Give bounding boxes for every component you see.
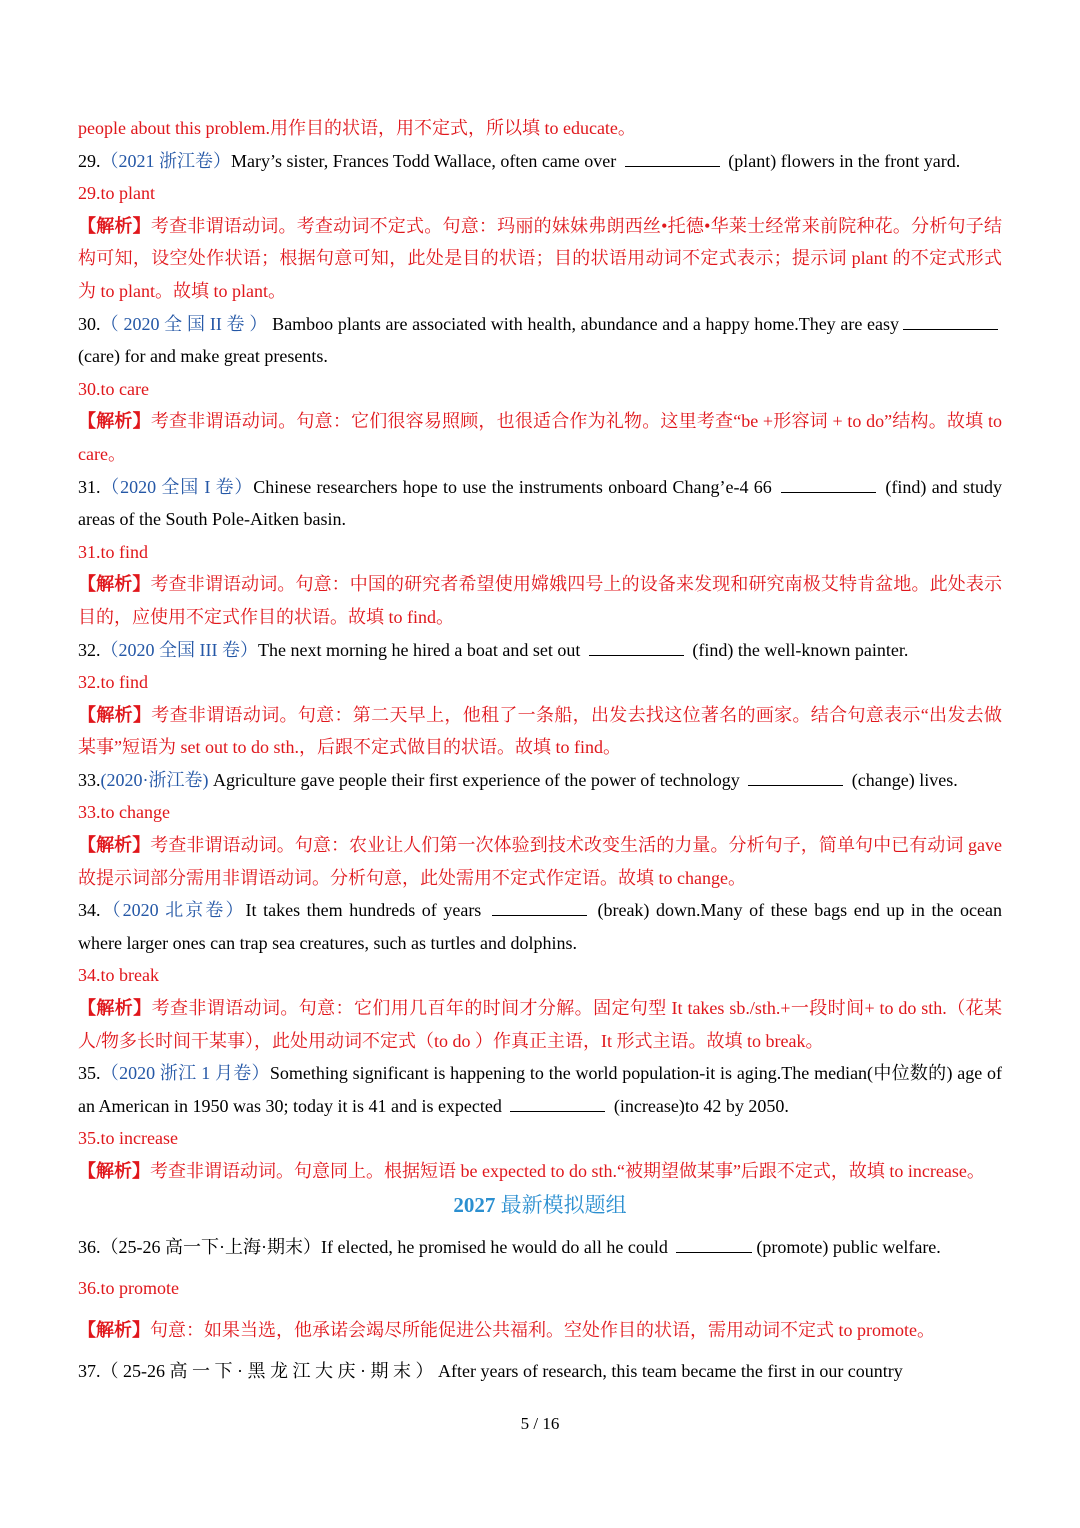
spacer <box>78 1222 1002 1231</box>
explanation-31 <box>78 568 1002 633</box>
answer-30: 30.to care <box>78 378 149 399</box>
explanation-text: 考查非谓语动词。句意：中国的研究者希望使用嫦娥四号上的设备来发现和研究南极艾特肯盆地。此处表示目的，应使用不定式作目的状语。故填 to find。 <box>78 574 1002 627</box>
question-number: 30. <box>78 313 101 334</box>
question-text: (find) and study areas of the South Pole-Aitken basin. <box>78 476 1002 530</box>
question-source: （2020 全国 I 卷） <box>100 476 254 497</box>
question-text: (break) down.Many of these bags end up in the ocean where larger ones can trap sea creatures, such as turtles and dolphins. <box>78 900 1002 953</box>
question-text: (find) the well-known painter. <box>687 639 909 660</box>
explanation-33 <box>78 829 1002 894</box>
page-content <box>78 112 1002 1388</box>
answer-blank <box>625 165 720 167</box>
explanation-tag: 【解析】 <box>78 411 151 432</box>
explanation-text: 考查非谓语动词。句意：第二天早上，他租了一条船，出发去找这位著名的画家。结合句意表示“出发去做某事”短语为 set out to do sth.，后跟不定式做目的状语。故填 to find。 <box>78 704 1002 758</box>
question-source: (2020·浙江卷) <box>100 769 209 790</box>
question-text: Agriculture gave people their first experience of the power of technology <box>208 769 745 790</box>
question-35 <box>78 1057 1002 1122</box>
answer-blank <box>781 491 876 493</box>
question-number: 31. <box>78 476 101 497</box>
question-number: 37. <box>78 1361 101 1382</box>
question-text: It takes them hundreds of years <box>245 900 488 921</box>
question-number: 36. <box>78 1236 101 1257</box>
question-text: Mary’s sister, Frances Todd Wallace, often came over <box>231 150 621 171</box>
explanation-tag: 【解析】 <box>78 1161 150 1181</box>
question-number: 34. <box>78 900 101 921</box>
spacer <box>78 1263 1002 1272</box>
explanation-tag: 【解析】 <box>78 1319 150 1340</box>
question-33 <box>78 764 1002 797</box>
answer-blank <box>748 784 843 786</box>
question-text: (change) lives. <box>847 769 958 790</box>
question-number: 35. <box>78 1063 101 1084</box>
question-source: （25-26 高一下·上海·期末） <box>100 1236 321 1257</box>
explanation-tag: 【解析】 <box>78 835 151 856</box>
question-source: （2020 北京卷） <box>100 900 246 921</box>
explanation-text: 考查非谓语动词。考查动词不定式。句意：玛丽的妹妹弗朗西丝•托德•华莱士经常来前院种花。分析句子结构可知，设空处作状语；根据句意可知，此处是目的状语；目的状语用动词不定式表示；提示词 plant 的不定式形式为 to plant。故填 to plant。 <box>78 215 1003 301</box>
question-30 <box>78 308 1002 373</box>
question-number: 33. <box>78 769 101 790</box>
explanation-text: 考查非谓语动词。句意：它们很容易照顾，也很适合作为礼物。这里考查“be +形容词 + to do”结构。故填 to care。 <box>78 411 1002 464</box>
section-year: 2027 <box>453 1192 496 1217</box>
question-source: （2020 浙江 1 月卷） <box>100 1063 270 1084</box>
explanation-tag: 【解析】 <box>78 704 152 725</box>
question-number: 32. <box>78 639 101 660</box>
question-text: After years of research, this team became the first in our country <box>433 1361 903 1382</box>
answer-29: 29.to plant <box>78 183 155 204</box>
question-31 <box>78 471 1002 536</box>
question-source: （2021 浙江卷） <box>100 150 231 171</box>
explanation-tag: 【解析】 <box>78 574 151 595</box>
question-source: （ 2020 全 国 II 卷 ） <box>100 313 268 334</box>
explanation-36 <box>78 1314 1002 1347</box>
explanation-text: 考查非谓语动词。句意：它们用几百年的时间才分解。固定句型 It takes sb./sth.+一段时间+ to do sth.（花某人/物多长时间干某事），此处用动词不定式（to do ）作真正主语，It 形式主语。故填 to break。 <box>78 998 1002 1051</box>
explanation-35 <box>78 1155 1002 1188</box>
question-32 <box>78 634 1002 667</box>
explanation-30 <box>78 405 1002 470</box>
explanation-text: 句意：如果当选，他承诺会竭尽所能促进公共福利。空处作目的状语，需用动词不定式 to promote。 <box>150 1319 935 1340</box>
continuation-line: people about this problem.用作目的状语，用不定式，所以填 to educate。 <box>78 118 636 138</box>
answer-blank <box>903 328 998 330</box>
question-29 <box>78 145 1002 178</box>
section-heading <box>78 1188 1002 1222</box>
explanation-32 <box>78 699 1002 764</box>
question-number: 29. <box>78 150 101 171</box>
spacer <box>78 1305 1002 1314</box>
question-source: （ 25-26 高 一 下 · 黑 龙 江 大 庆 · 期 末 ） <box>100 1361 434 1382</box>
question-36 <box>78 1231 1002 1264</box>
answer-31: 31.to find <box>78 541 148 562</box>
answer-32: 32.to find <box>78 672 148 693</box>
answer-blank <box>676 1251 752 1253</box>
spacer <box>78 1346 1002 1355</box>
answer-33: 33.to change <box>78 802 170 823</box>
question-source: （2020 全国 III 卷） <box>100 639 258 660</box>
explanation-text: 考查非谓语动词。句意：农业让人们第一次体验到技术改变生活的力量。分析句子，简单句中已有动词 gave 故提示词部分需用非谓语动词。分析句意，此处需用不定式作定语。故填 to change。 <box>78 835 1002 888</box>
answer-36: 36.to promote <box>78 1278 179 1299</box>
explanation-tag: 【解析】 <box>78 998 152 1019</box>
section-title-text: 最新模拟题组 <box>495 1192 627 1217</box>
explanation-tag: 【解析】 <box>78 215 151 236</box>
answer-blank <box>589 654 684 656</box>
question-text: (care) for and make great presents. <box>78 346 328 367</box>
question-text: (promote) public welfare. <box>756 1236 941 1257</box>
question-34 <box>78 894 1002 959</box>
answer-34: 34.to break <box>78 965 159 986</box>
question-text: Bamboo plants are associated with health, abundance and a happy home.They are easy <box>267 313 899 334</box>
question-37 <box>78 1355 1002 1388</box>
explanation-29 <box>78 210 1002 308</box>
question-text: The next morning he hired a boat and set out <box>257 639 585 660</box>
answer-blank <box>492 914 587 916</box>
question-text: Something significant is happening to the world population-it is aging.The median(中位数的) age of an American in 1950 was 30; today it is 41 and is expected <box>78 1063 1002 1116</box>
answer-35: 35.to increase <box>78 1128 178 1149</box>
answer-blank <box>510 1110 605 1112</box>
page-number: 5 / 16 <box>520 1414 560 1433</box>
question-text: (plant) flowers in the front yard. <box>723 150 961 171</box>
question-text: (increase)to 42 by 2050. <box>609 1095 789 1116</box>
explanation-text: 考查非谓语动词。句意同上。根据短语 be expected to do sth.“被期望做某事”后跟不定式，故填 to increase。 <box>150 1161 985 1181</box>
explanation-34 <box>78 992 1002 1057</box>
question-text: Chinese researchers hope to use the instruments onboard Chang’e-4 66 <box>253 476 778 497</box>
question-text: If elected, he promised he would do all he could <box>320 1236 673 1257</box>
